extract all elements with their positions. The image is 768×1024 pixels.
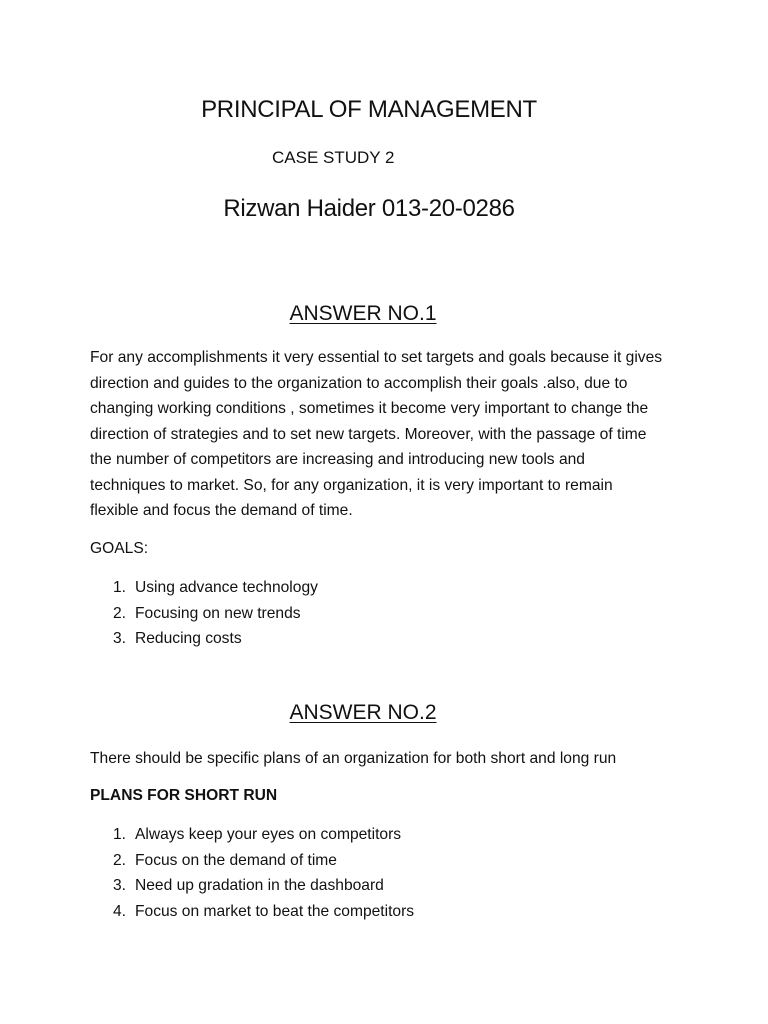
list-item-number: 3.	[113, 630, 127, 647]
goals-list	[113, 575, 318, 652]
paragraph-line: the number of competitors are increasing and introducing new tools and	[90, 451, 585, 468]
document-subtitle: CASE STUDY 2	[272, 148, 395, 167]
list-item	[113, 626, 318, 652]
paragraph-line: direction of strategies and to set new targets. Moreover, with the passage of time	[90, 425, 647, 443]
answer-2-heading: ANSWER NO.2	[289, 701, 437, 724]
short-run-plans-list	[113, 822, 414, 924]
paragraph-line: For any accomplishments it very essential to set targets and goals because it gives	[90, 349, 663, 366]
author-line: Rizwan Haider 013-20-0286	[223, 195, 515, 222]
paragraph-line: flexible and focus the demand of time.	[90, 502, 353, 519]
plans-short-run-label: PLANS FOR SHORT RUN	[90, 787, 278, 804]
list-item-number: 2.	[113, 604, 127, 622]
list-item-number: 3.	[113, 877, 127, 894]
list-item	[113, 848, 414, 874]
list-item	[113, 575, 318, 601]
paragraph-line: changing working conditions , sometimes it become very important to change the	[90, 400, 649, 417]
list-item-text: Reducing costs	[135, 630, 242, 647]
list-item	[113, 899, 414, 925]
document-title: PRINCIPAL OF MANAGEMENT	[201, 96, 537, 123]
list-item-number: 1.	[113, 579, 127, 596]
answer-1-paragraph	[90, 345, 662, 524]
paragraph-line: direction and guides to the organization to accomplish their goals .also, due to	[90, 374, 628, 392]
answer-2-intro: There should be specific plans of an organization for both short and long run	[90, 750, 617, 767]
answer-1-heading: ANSWER NO.1	[289, 302, 437, 325]
list-item-text: Focus on the demand of time	[135, 851, 337, 869]
paragraph-line: techniques to market. So, for any organization, it is very important to remain	[90, 476, 613, 494]
list-item-text: Always keep your eyes on competitors	[135, 826, 402, 843]
list-item-number: 4.	[113, 902, 127, 920]
list-item	[113, 873, 414, 899]
list-item-text: Focusing on new trends	[135, 604, 301, 622]
goals-label: GOALS:	[90, 540, 149, 557]
list-item	[113, 601, 318, 627]
list-item-text: Focus on market to beat the competitors	[135, 902, 415, 920]
list-item	[113, 822, 414, 848]
list-item-text: Need up gradation in the dashboard	[135, 877, 384, 894]
list-item-number: 1.	[113, 826, 127, 843]
list-item-number: 2.	[113, 851, 127, 869]
list-item-text: Using advance technology	[135, 579, 318, 596]
